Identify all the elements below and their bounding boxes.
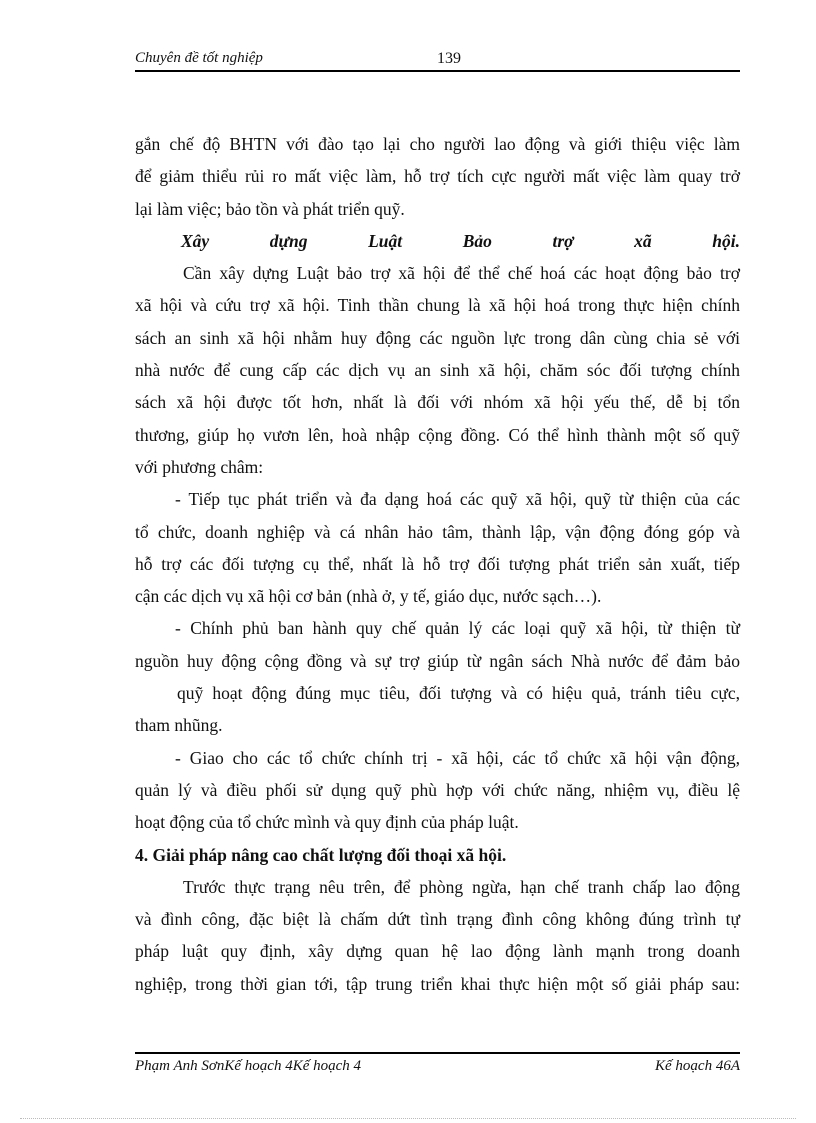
text-line: để giảm thiểu rủi ro mất việc làm, hỗ trợ tích cực người mất việc làm quay trở (135, 166, 740, 187)
footer-class: Kế hoạch 46A (655, 1058, 740, 1074)
text-line: nguồn huy động cộng đồng và sự trợ giúp từ ngân sách Nhà nước để đảm bảo (135, 650, 740, 671)
header-title: Chuyên đề tốt nghiệp (135, 50, 263, 66)
text-line: thương, giúp họ vươn lên, hoà nhập cộng đồng. Có thể hình thành một số quỹ (135, 424, 740, 445)
text-line: với phương châm: (135, 456, 264, 477)
text-line: và đình công, đặc biệt là chấm dứt tình trạng đình công không đúng trình tự (135, 909, 740, 930)
text-line: quỹ hoạt động đúng mục tiêu, đối tượng và có hiệu quả, tránh tiêu cực, (177, 683, 740, 704)
text-line: quản lý và điều phối sử dụng quỹ phù hợp với chức năng, nhiệm vụ, điều lệ (135, 779, 740, 800)
text-line: gắn chế độ BHTN với đào tạo lại cho người lao động và giới thiệu việc làm (135, 134, 740, 154)
text-line: Cần xây dựng Luật bảo trợ xã hội để thể chế hoá các hoạt động bảo trợ (183, 263, 740, 284)
text-line: lại làm việc; bảo tồn và phát triển quỹ. (135, 198, 405, 219)
text-line: tổ chức, doanh nghiệp và cá nhân hảo tâm, thành lập, vận động đóng góp và (135, 521, 740, 542)
section-heading-social-dialogue: 4. Giải pháp nâng cao chất lượng đối thoại xã hội. (135, 844, 507, 865)
footer-author: Phạm Anh SơnKế hoạch 4Kế hoạch 4 (135, 1058, 362, 1074)
document-body (135, 128, 740, 1000)
text-line: - Chính phủ ban hành quy chế quản lý các loại quỹ xã hội, từ thiện từ (175, 618, 740, 639)
text-line: - Giao cho các tổ chức chính trị - xã hội, các tổ chức xã hội vận động, (175, 747, 740, 768)
text-line: nhà nước để cung cấp các dịch vụ an sinh xã hội, chăm sóc đối tượng chính (135, 360, 740, 381)
section-heading-social-protection-law: Xây dựng Luật Bảo trợ xã hội. (181, 230, 740, 251)
page-number: 139 (437, 50, 461, 67)
text-line: xã hội và cứu trợ xã hội. Tinh thần chung là xã hội hoá trong thực hiện chính (135, 295, 740, 316)
text-line: sách an sinh xã hội nhằm huy động các nguồn lực trong dân cùng chia sẻ với (135, 327, 740, 348)
text-line: sách xã hội được tốt hơn, nhất là đối với nhóm xã hội yếu thế, dễ bị tổn (135, 392, 740, 413)
text-line: hỗ trợ các đối tượng cụ thể, nhất là hỗ trợ đối tượng phát triển sản xuất, tiếp (135, 553, 740, 574)
text-line: nghiệp, trong thời gian tới, tập trung triển khai thực hiện một số giải pháp sau: (135, 973, 740, 994)
text-line: - Tiếp tục phát triển và đa dạng hoá các quỹ xã hội, quỹ từ thiện của các (175, 489, 740, 510)
text-line: hoạt động của tổ chức mình và quy định của pháp luật. (135, 812, 519, 833)
page-edge-divider (20, 1118, 796, 1119)
text-line: tham nhũng. (135, 715, 223, 736)
text-line: Trước thực trạng nêu trên, để phòng ngừa, hạn chế tranh chấp lao động (183, 876, 740, 897)
page-footer (135, 1052, 740, 1078)
text-line: pháp luật quy định, xây dựng quan hệ lao động lành mạnh trong doanh (135, 941, 740, 962)
page-header (135, 48, 740, 72)
text-line: cận các dịch vụ xã hội cơ bản (nhà ở, y tế, giáo dục, nước sạch…). (135, 586, 602, 607)
